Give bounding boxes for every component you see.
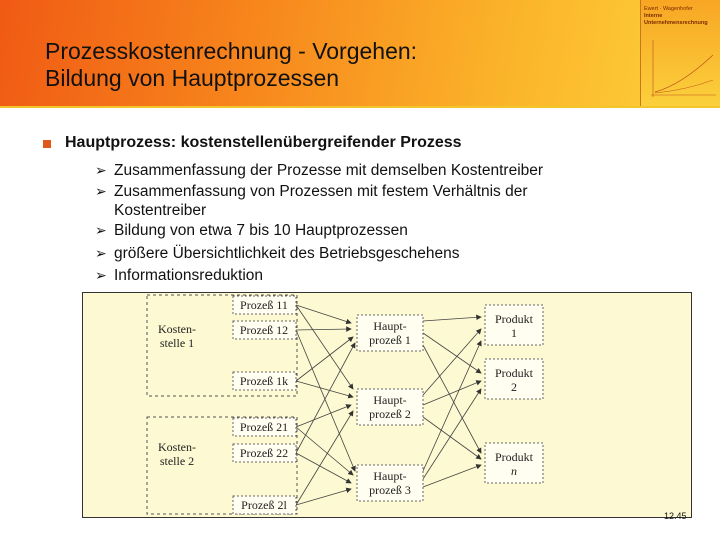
sub-point (95, 243, 460, 264)
slide-title (45, 38, 417, 92)
product-label: n (511, 464, 517, 478)
logo-graph-icon (641, 0, 720, 106)
sub-point (95, 160, 544, 181)
cost-center-label: stelle 2 (159, 454, 195, 468)
main-process-label: Haupt- (373, 393, 407, 407)
process-diagram (82, 292, 692, 518)
title-underline (0, 106, 720, 108)
process-label: Prozeß 2l (241, 498, 287, 512)
sub-point-continuation (114, 200, 206, 221)
main-process-box (357, 315, 423, 351)
main-point: Hauptprozess: kostenstellenübergreifender Prozess (65, 134, 462, 151)
main-process-label: Haupt- (373, 469, 407, 483)
product-box (485, 359, 543, 399)
sub-point-text: Informationsreduktion (114, 267, 264, 284)
process-box (233, 444, 296, 462)
logo-title-line-2: Unternehmensrechnung (644, 20, 708, 26)
page-number: 12.45 (664, 511, 687, 521)
process-box (233, 372, 296, 390)
product-label: 1 (511, 326, 517, 340)
sub-point (95, 265, 264, 286)
logo-authors: Ewert · Wagenhofer (644, 6, 693, 12)
sub-point (95, 220, 408, 241)
arrow-bullet-icon: ➢ (95, 222, 107, 238)
sub-point-text: Zusammenfassung von Prozessen mit festem Verhältnis der (114, 183, 528, 200)
arrow-bullet-icon: ➢ (95, 162, 107, 178)
process-label: Prozeß 22 (239, 446, 289, 460)
book-cover-logo (640, 0, 720, 106)
main-process-box (357, 389, 423, 425)
main-process-label: prozeß 2 (369, 407, 411, 421)
product-box (485, 305, 543, 345)
process-box (233, 418, 296, 436)
main-process-label: prozeß 3 (369, 483, 411, 497)
main-process-box (357, 465, 423, 501)
process-box (233, 321, 296, 339)
cost-center-label: Kosten- (158, 440, 196, 454)
product-label: Produkt (494, 312, 534, 326)
sub-point-text: Zusammenfassung der Prozesse mit demselben Kostentreiber (114, 162, 544, 179)
cost-center-label: stelle 1 (159, 336, 195, 350)
product-label: Produkt (494, 450, 534, 464)
sub-point-text: größere Übersichtlichkeit des Betriebsgeschehens (114, 245, 460, 262)
process-box (233, 296, 296, 314)
process-label: Prozeß 21 (239, 420, 289, 434)
arrow-bullet-icon: ➢ (95, 245, 107, 261)
slide-title-line-1: Prozesskostenrechnung - Vorgehen: (45, 38, 418, 64)
product-label: 2 (511, 380, 517, 394)
process-label: Prozeß 11 (240, 298, 288, 312)
product-box (485, 443, 543, 483)
slide-title-line-2: Bildung von Hauptprozessen (45, 65, 340, 91)
product-label: Produkt (494, 366, 534, 380)
process-label: Prozeß 12 (239, 323, 289, 337)
main-process-label: Haupt- (373, 319, 407, 333)
main-process-label: prozeß 1 (369, 333, 411, 347)
sub-point-text: Bildung von etwa 7 bis 10 Hauptprozessen (114, 222, 408, 239)
square-bullet-icon (43, 140, 51, 148)
process-box (233, 496, 296, 514)
arrow-bullet-icon: ➢ (95, 183, 107, 199)
logo-title-line-1: Interne (644, 13, 663, 19)
process-label: Prozeß 1k (239, 374, 289, 388)
arrow-bullet-icon: ➢ (95, 267, 107, 283)
sub-point (95, 181, 528, 202)
sub-point-text: Kostentreiber (114, 202, 207, 219)
cost-center-label: Kosten- (158, 322, 196, 336)
